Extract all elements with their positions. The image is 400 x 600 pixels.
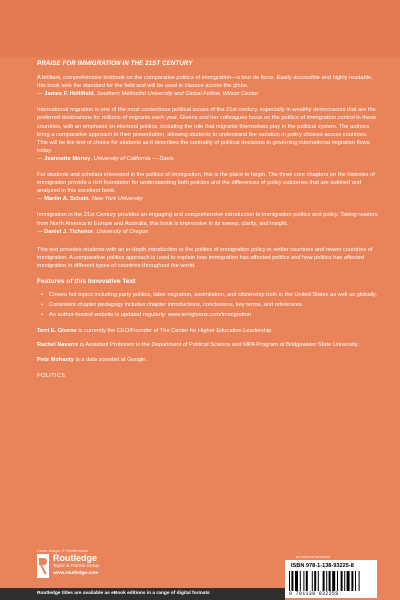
quote-text: A brilliant, comprehensive textbook on the comparative politics of immigration—a tour de force. Easily accessible and highly readable, this book sets the standard for the field and will be used in classes across the globe.: [37, 75, 373, 90]
quote-author: Martin A. Schain: [44, 196, 89, 203]
top-band: [0, 0, 400, 58]
praise-quote: [37, 74, 379, 98]
praise-quote: [37, 171, 379, 203]
barcode-panel: [285, 560, 377, 598]
features-heading: Features of this Innovative Text: [37, 277, 136, 285]
quote-text: International migration is one of the most contentious political issues of the 21st century, especially in wealthy democracies that are the preferred destinations for millions of migrants each year. Givens and her colleagues focus on the politics of immigration control in these countries, with an emphasis on electoral politics, including the role that migrants themselves play in the political system. The authors bring a comparative approach to their presentation, allowing students to understand the variation in policy choices across countries. This will be the text of choice for students as it describes the centrality of political decisions in governing international migration flows today.: [37, 107, 377, 154]
cover-image-credit: Cover image: © Shutterstock: [37, 548, 89, 553]
informa-tagline: an informa business: [296, 555, 330, 559]
quote-text: For students and scholars interested in the politics of immigration, this is the place to begin. The three core chapters on the histories of immigration provide a rich foundation for understanding both policies and the differences of policy outcomes that are outlined and analyzed in this excellent book.: [37, 172, 375, 195]
quote-text: Immigration in the 21st Century provides an engaging and comprehensive introduction to immigration politics and policy. Taking readers from North America to Europe and Australia, this book is impressive in its sweep, clarity, and insight.: [37, 212, 378, 227]
author-name: Pete Mohanty: [37, 356, 74, 363]
quote-attribution: — James F. Hollifield, Southern Methodist University and Global Fellow, Wilson Center: [37, 91, 259, 98]
quote-attribution: — Martin A. Schain, New York University: [37, 196, 143, 203]
quote-affiliation: University of Oregon: [96, 228, 149, 235]
ebook-bar: [0, 588, 285, 600]
feature-item: • Covers hot topics including party politics, labor migration, assimilation, and citizenship both in the United States as well as globally.: [49, 291, 379, 299]
author-bio: [37, 356, 379, 364]
barcode-icon: [289, 571, 373, 591]
author-bio-text: is a data scientist at Google.: [73, 356, 148, 363]
publisher-name: Routledge: [53, 553, 97, 563]
publisher-url: www.routledge.com: [53, 571, 99, 576]
quote-attribution: — Daniel J. Tichenor, University of Oregon: [37, 228, 149, 235]
quote-affiliation: New York University: [91, 196, 143, 203]
routledge-logo-icon: [37, 554, 49, 578]
author-name: Rachel Navarre: [37, 342, 79, 349]
quote-author: Jeannette Money: [44, 155, 91, 162]
quote-author: Daniel J. Tichenor: [44, 228, 94, 235]
author-bio: [37, 327, 379, 335]
quote-affiliation: University of California — Davis: [93, 155, 174, 162]
praise-quote: [37, 211, 379, 235]
ebook-note: Routledge titles are available as eBook editions in a range of digital formats: [37, 591, 210, 596]
barcode-digits: 9 781138 932258: [289, 591, 339, 597]
feature-item: • An author-hosted website is updated regularly: www.terrigivens.com/immigration: [49, 311, 379, 319]
author-bio-text: is currently the CEO/Founder of The Center for Higher Education Leadership.: [76, 328, 273, 335]
publisher-logo: [37, 554, 99, 578]
author-bio-text: is Assistant Professor in the Department of Political Science and MPA Program at Bridgewater State University.: [78, 342, 359, 349]
author-name: Terri E. Givens: [37, 328, 77, 335]
quote-attribution: — Jeannette Money, University of California — Davis: [37, 155, 174, 162]
features-list: [37, 291, 379, 319]
quote-author: James F. Hollifield: [44, 91, 94, 98]
publisher-group: Taylor & Francis Group: [53, 563, 100, 568]
publisher-text: [53, 555, 99, 577]
book-description: This text provides students with an in-depth introduction to the politics of immigration policy in settler countries and newer countries of immigration. A comparative politics approach is used to explain how immigration has affected politics and how politics has affected immigration in different types of countries throughout the world.: [37, 246, 373, 269]
quote-affiliation: Southern Methodist University and Global Fellow, Wilson Center: [96, 91, 259, 98]
cover-content: [37, 60, 379, 380]
author-bio: [37, 341, 379, 349]
praise-heading: PRAISE FOR IMMIGRATION IN THE 21ST CENTURY: [37, 60, 193, 67]
praise-quote: [37, 106, 379, 163]
isbn-text: ISBN 978-1-138-93225-8: [291, 563, 354, 569]
feature-item: • Consistent chapter pedagogy includes chapter introductions, conclusions, key terms, and references.: [49, 301, 379, 309]
subject-category: POLITICS: [37, 372, 66, 379]
